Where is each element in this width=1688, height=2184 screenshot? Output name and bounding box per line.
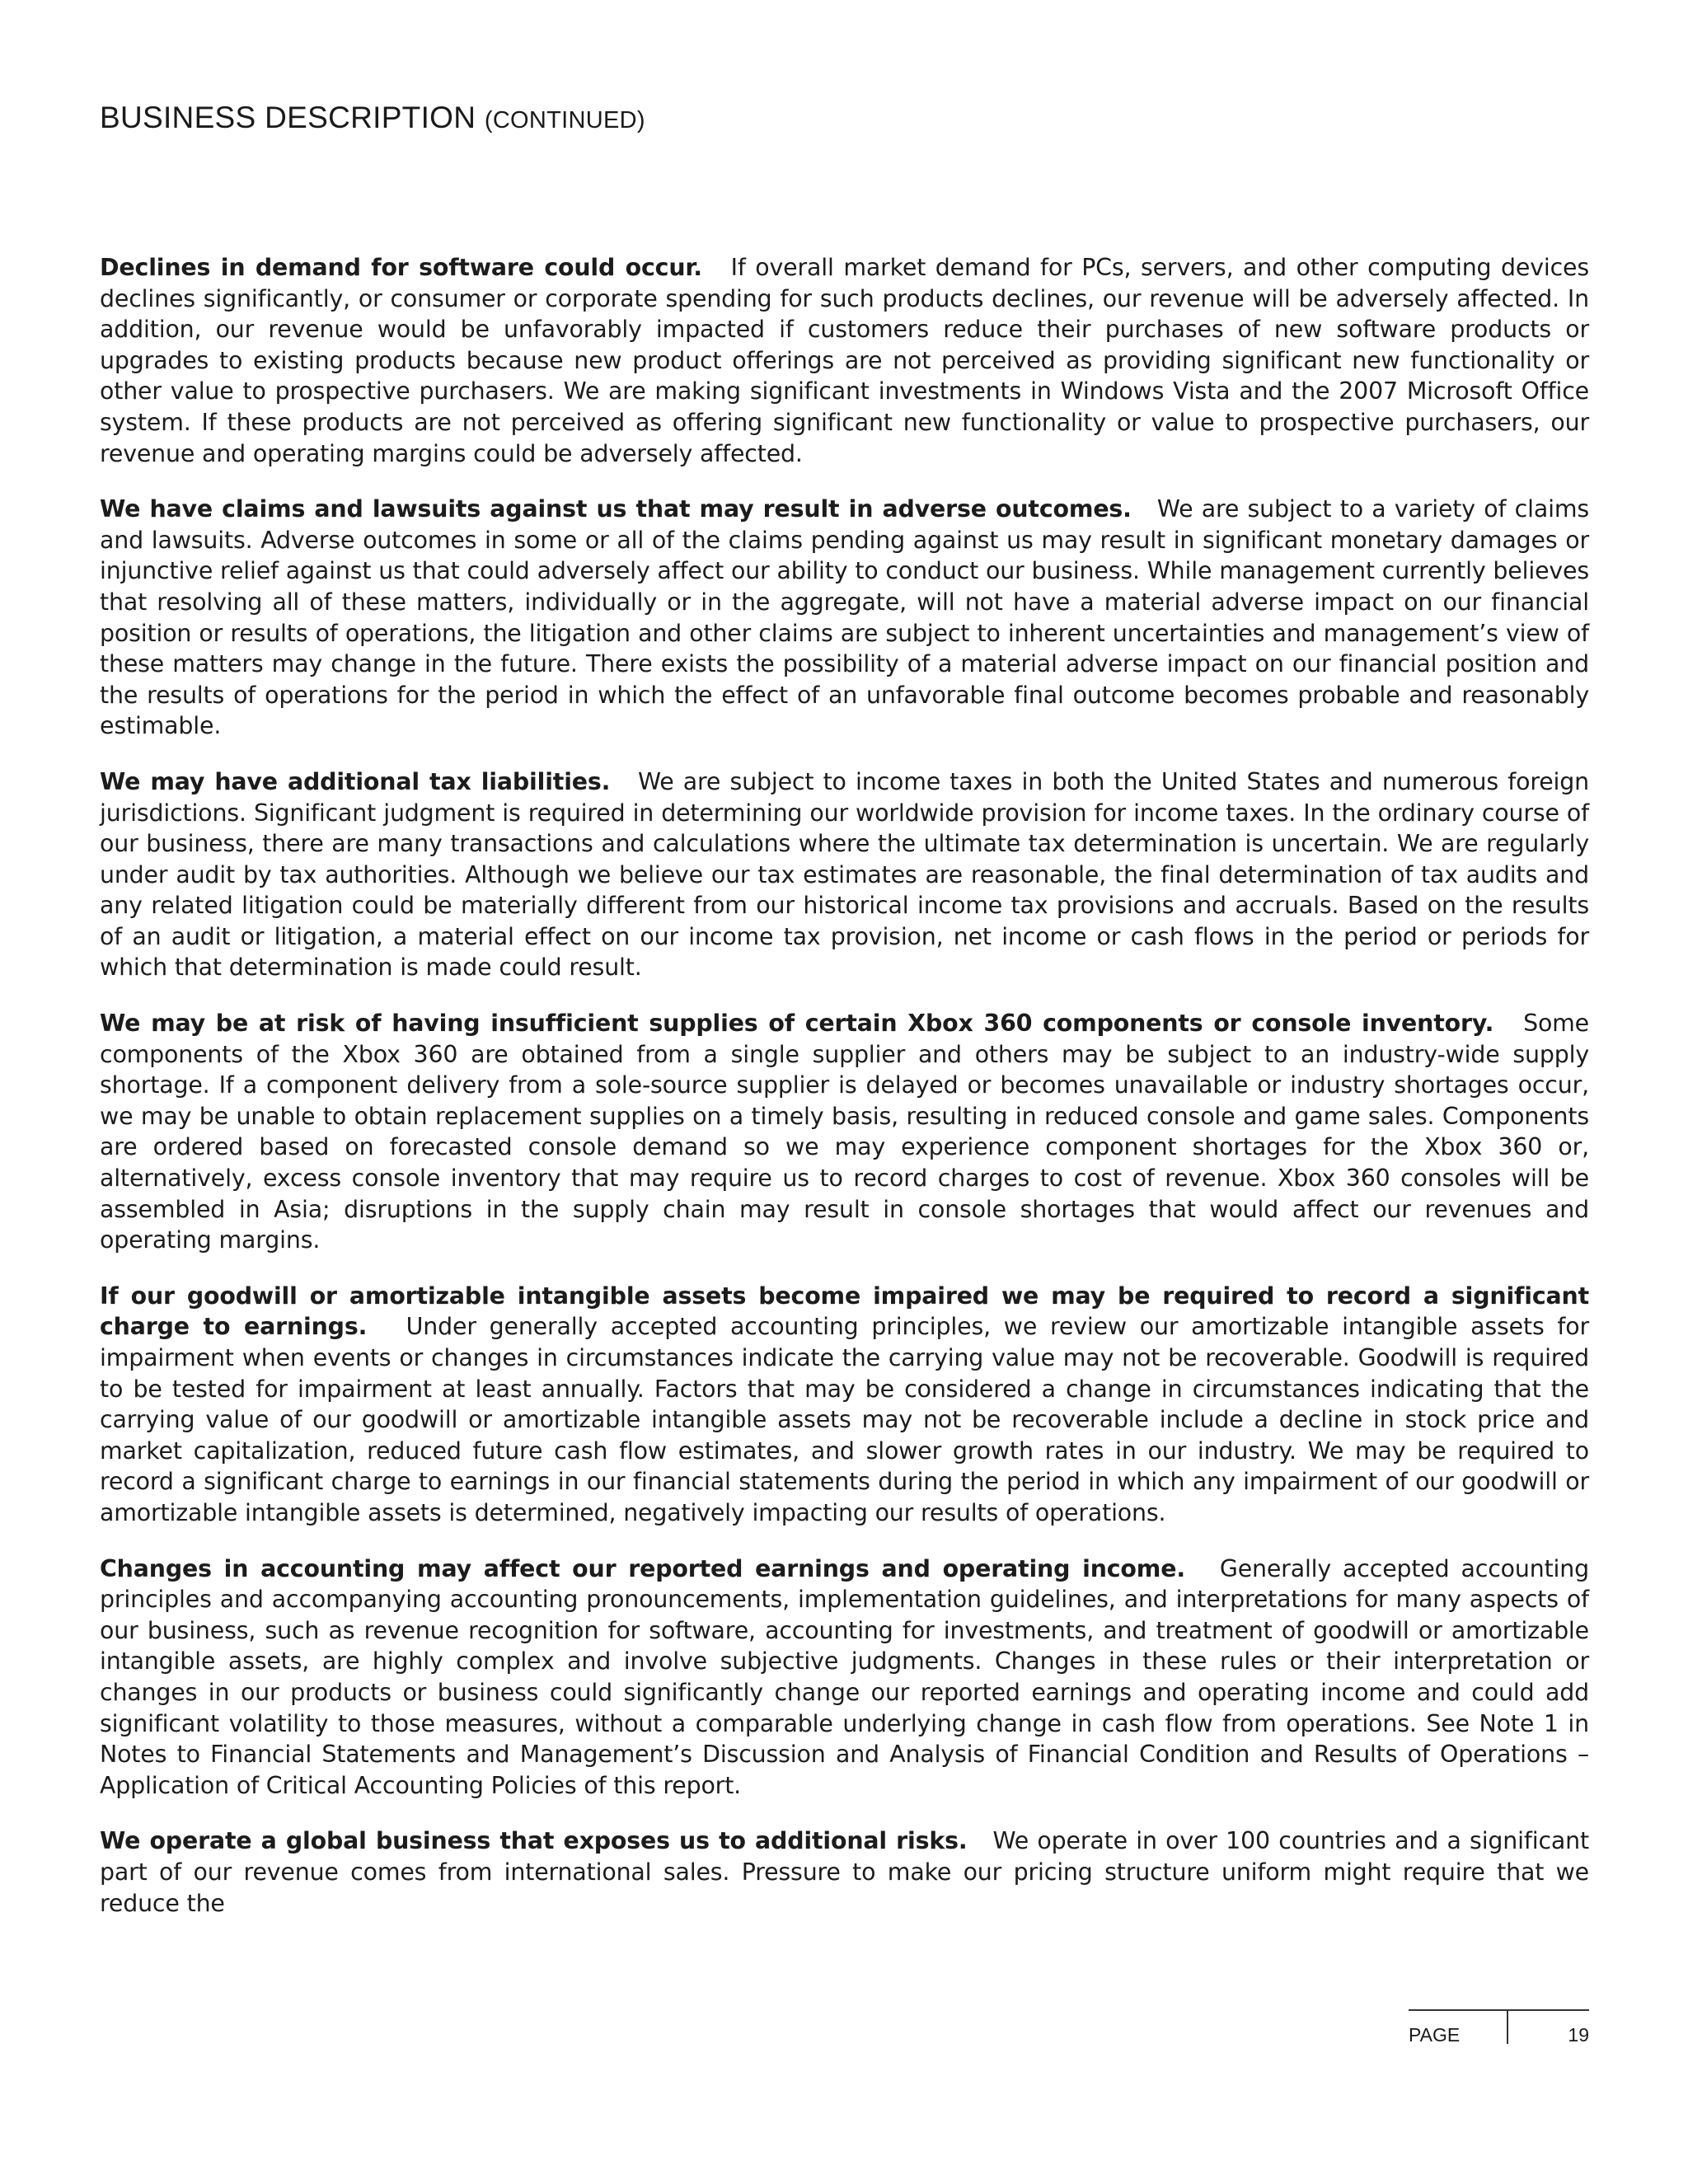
section-title: BUSINESS DESCRIPTION <box>100 101 476 134</box>
paragraph-text: We are subject to income taxes in both the United States and numerous foreign jurisdictions. Significant judgment is required in determining our worldwide provision for income taxes. In the ordinary course of our business, there are many transactions and calculations where the ultimate tax determination is uncertain. We are regularly under audit by tax authorities. Although we believe our tax estimates are reasonable, the final determination of tax audits and any related litigation could be materially different from our historical income tax provisions and accruals. Based on the results of an audit or litigation, a material effect on our income tax provision, net income or cash flows in the period or periods for which that determination is made could result. <box>100 767 1589 982</box>
paragraph-heading: We operate a global business that exposes us to additional risks. <box>100 1827 968 1855</box>
page-header <box>100 101 645 135</box>
risk-paragraph-lawsuits <box>100 494 1589 742</box>
risk-paragraph-xbox-supply <box>100 1008 1589 1256</box>
section-title-continued: (CONTINUED) <box>484 107 645 134</box>
paragraph-text: If overall market demand for PCs, servers, and other computing devices declines significantly, or consumer or corporate spending for such products declines, our revenue will be adversely affected. In addition, our revenue would be unfavorably impacted if customers reduce their purchases of new software products or upgrades to existing products because new product offerings are not perceived as providing significant new functionality or other value to prospective purchasers. We are making significant investments in Windows Vista and the 2007 Microsoft Office system. If these products are not perceived as offering significant new functionality or value to prospective purchasers, our revenue and operating margins could be adversely affected. <box>100 254 1590 467</box>
paragraph-heading: Declines in demand for software could occur. <box>100 254 702 281</box>
document-body <box>100 252 1589 1943</box>
risk-paragraph-global <box>100 1825 1589 1919</box>
page-number: 19 <box>1568 2024 1589 2046</box>
risk-paragraph-goodwill <box>100 1281 1589 1529</box>
paragraph-text: Under generally accepted accounting principles, we review our amortizable intangible assets for impairment when events or changes in circumstances indicate the carrying value may not be recoverable. Goodwill is required to be tested for impairment at least annually. Factors that may be considered a change in circumstances indicating that the carrying value of our goodwill or amortizable intangible assets may not be recoverable include a decline in stock price and market capitalization, reduced future cash flow estimates, and slower growth rates in our industry. We may be required to record a significant charge to earnings in our financial statements during the period in which any impairment of our goodwill or amortizable intangible assets is determined, negatively impacting our results of operations. <box>100 1313 1589 1526</box>
paragraph-text: We operate in over 100 countries and a significant part of our revenue comes from international sales. Pressure to make our pricing structure uniform might require that we reduce the <box>100 1827 1589 1917</box>
paragraph-heading: We may be at risk of having insufficient supplies of certain Xbox 360 components or console inventory. <box>100 1010 1494 1038</box>
page-footer <box>1409 2009 1589 2050</box>
paragraph-heading: We may have additional tax liabilities. <box>100 767 611 795</box>
page-label: PAGE <box>1409 2024 1461 2046</box>
paragraph-heading: We have claims and lawsuits against us that may result in adverse outcomes. <box>100 495 1132 523</box>
paragraph-heading: Changes in accounting may affect our reported earnings and operating income. <box>100 1554 1185 1582</box>
risk-paragraph-demand <box>100 252 1589 469</box>
risk-paragraph-accounting <box>100 1554 1589 1802</box>
paragraph-text: Some components of the Xbox 360 are obtained from a single supplier and others may be subject to an industry-wide supply shortage. If a component delivery from a sole-source supplier is delayed or becomes unavailable or industry shortages occur, we may be unable to obtain replacement supplies on a timely basis, resulting in reduced console and game sales. Components are ordered based on forecasted console demand so we may experience component shortages for the Xbox 360 or, alternatively, excess console inventory that may require us to record charges to cost of revenue. Xbox 360 consoles will be assembled in Asia; disruptions in the supply chain may result in console shortages that would affect our revenues and operating margins. <box>100 1010 1589 1254</box>
paragraph-text: We are subject to a variety of claims and lawsuits. Adverse outcomes in some or all of the claims pending against us may result in significant monetary damages or injunctive relief against us that could adversely affect our ability to conduct our business. While management currently believes that resolving all of these matters, individually or in the aggregate, will not have a material adverse impact on our financial position or results of operations, the litigation and other claims are subject to inherent uncertainties and management’s view of these matters may change in the future. There exists the possibility of a material adverse impact on our financial position and the results of operations for the period in which the effect of an unfavorable final outcome becomes probable and reasonably estimable. <box>100 495 1590 740</box>
paragraph-text: Generally accepted accounting principles and accompanying accounting pronouncements, implementation guidelines, and interpretations for many aspects of our business, such as revenue recognition for software, accounting for investments, and treatment of goodwill or amortizable intangible assets, are highly complex and involve subjective judgments. Changes in these rules or their interpretation or changes in our products or business could significantly change our reported earnings and operating income and could add significant volatility to those measures, without a comparable underlying change in cash flow from operations. See Note 1 in Notes to Financial Statements and Management’s Discussion and Analysis of Financial Condition and Results of Operations – Application of Critical Accounting Policies of this report. <box>100 1554 1590 1799</box>
footer-divider <box>1507 2011 1508 2044</box>
risk-paragraph-tax <box>100 766 1589 983</box>
paragraph-heading: If our goodwill or amortizable intangible assets become impaired we may be required to record a significant charge to earnings. <box>100 1282 1589 1341</box>
